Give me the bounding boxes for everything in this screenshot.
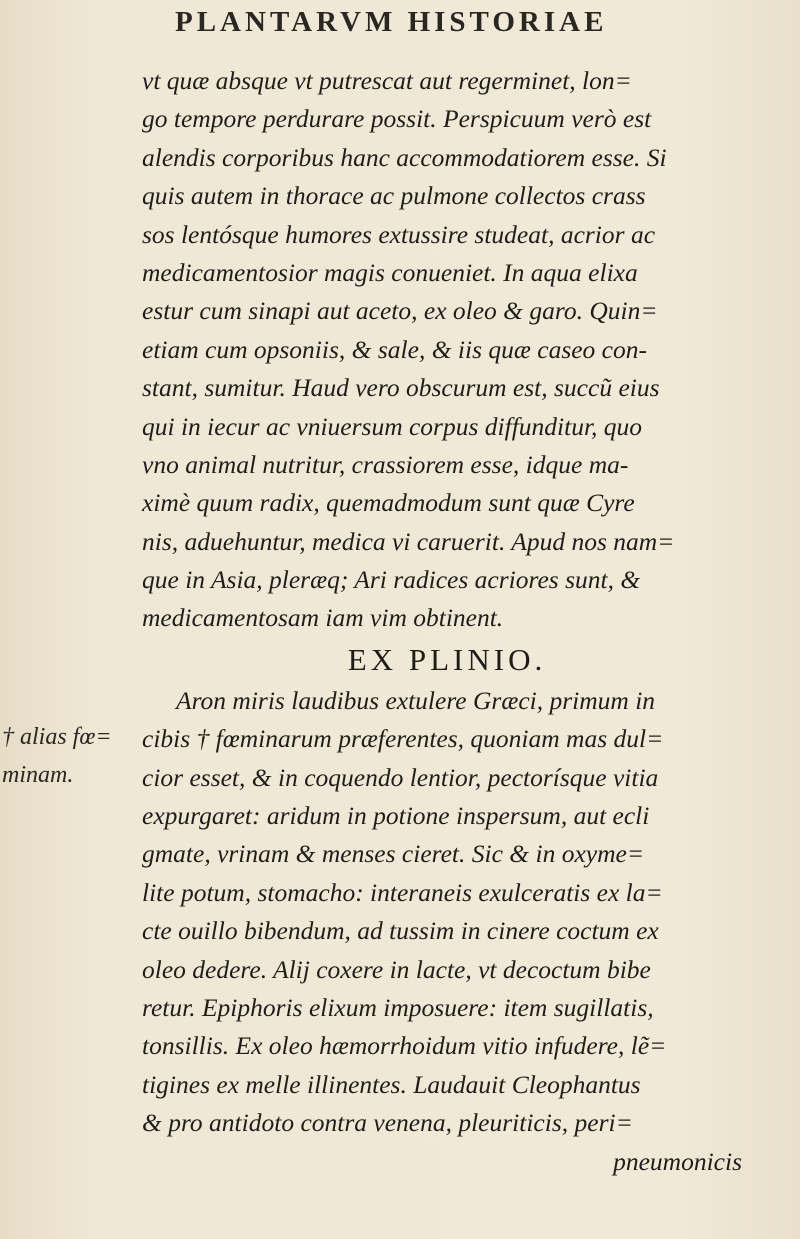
running-head: PLANTARVM HISTORIAE [175,6,608,38]
text-line: cior esset, & in coquendo lentior, pectorísque vitia [142,762,659,792]
text-line: que in Asia, pleræq; Ari radices acriores sunt, & [142,565,641,595]
body-text [142,62,782,1181]
text-line: oleo dedere. Alij coxere in lacte, vt decoctum bibe [142,954,651,984]
text-line: cte ouillo bibendum, ad tussim in cinere coctum ex [142,916,659,946]
text-line: medicamentosam iam vim obtinent. [142,603,504,633]
margin-note-line: † alias fœ= [2,724,112,750]
margin-note-line: minam. [2,762,74,788]
text-line: qui in iecur ac vniuersum corpus diffunditur, quo [142,411,643,441]
text-line: Aron miris laudibus extulere Græci, primum in [176,685,656,715]
text-line: nis, aduehuntur, medica vi caruerit. Apud nos nam= [142,526,675,556]
text-line: ximè quum radix, quemadmodum sunt quæ Cyre [142,488,635,518]
text-line: gmate, vrinam & menses cieret. Sic & in oxyme= [142,839,645,869]
text-line: quis autem in thorace ac pulmone collectos crass [142,181,646,211]
text-line: vt quæ absque vt putrescat aut regerminet, lon= [142,66,632,95]
text-line: medicamentosior magis conueniet. In aqua elixa [142,257,638,287]
text-line: cibis † fœminarum præferentes, quoniam mas dul= [142,724,664,754]
text-line: estur cum sinapi aut aceto, ex oleo & garo. Quin= [142,296,658,326]
section-heading: EX PLINIO. [347,641,547,677]
text-line: lite potum, stomacho: interaneis exulceratis ex la= [142,877,663,907]
text-line: tigines ex melle illinentes. Laudauit Cleophantus [142,1069,641,1099]
text-line: alendis corporibus hanc accommodatiorem esse. Si [142,142,667,172]
text-line: retur. Epiphoris elixum imposuere: item sugillatis, [142,992,654,1022]
text-line: vno animal nutritur, crassiorem esse, idque ma- [142,449,629,479]
text-line: sos lentósque humores extussire studeat, acrior ac [142,219,656,249]
text-line: pneumonicis [613,1146,742,1176]
text-line: go tempore perdurare possit. Perspicuum verò est [142,104,652,134]
text-line: tonsillis. Ex oleo hæmorrhoidum vitio infudere, lẽ= [142,1031,667,1061]
text-line: stant, sumitur. Haud vero obscurum est, succũ eius [142,373,660,403]
text-line: expurgaret: aridum in potione inspersum, aut ecli [142,801,650,831]
text-line: & pro antidoto contra venena, pleuriticis, peri= [142,1108,633,1138]
text-line: etiam cum opsoniis, & sale, & iis quæ caseo con- [142,334,647,364]
